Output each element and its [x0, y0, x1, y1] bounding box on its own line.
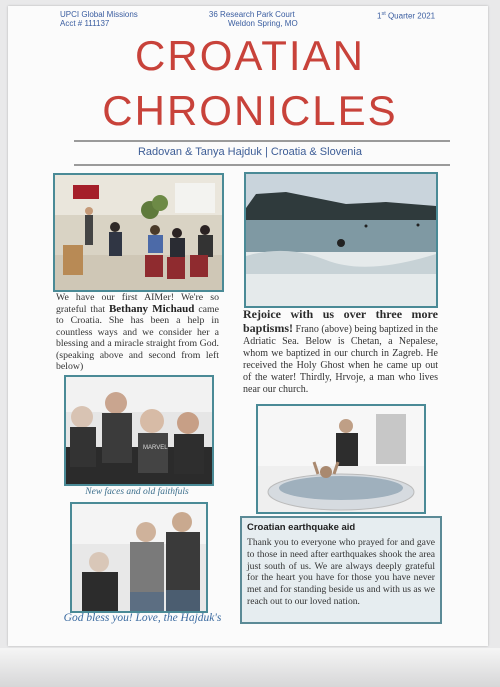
org-info	[60, 10, 138, 28]
group-photo-caption: New faces and old faithfuls	[85, 487, 189, 497]
t-shirt-print: MARVEL	[143, 445, 168, 451]
baptism-heading: Rejoice with us over three more baptisms!	[243, 307, 438, 335]
photo-sea-baptism	[244, 172, 438, 308]
aimer-name: Bethany Michaud	[108, 302, 195, 315]
title-line-2: CHRONICLES	[102, 87, 398, 134]
mailing-address	[206, 10, 298, 28]
signoff-text: God bless you! Love, the Hajduk's	[63, 612, 222, 624]
org-name: UPCI Global Missions	[60, 10, 138, 19]
aid-heading: Croatian earthquake aid	[247, 522, 356, 533]
baptism-paragraph: Rejoice with us over three more baptisms! Frano (above) being baptized in the Adriatic Sea. Below is Chetan, a Nepalese, whom we baptized in our church in Zagreb. He received the Holy Ghost when he came up out of the water! Thirdly, Hrvoje, a man who lives near our church.	[243, 307, 438, 395]
account-number: Acct # 111137	[60, 19, 110, 28]
masthead-subtitle: Radovan & Tanya Hajduk | Croatia & Slovenia	[137, 146, 362, 158]
photo-three-men	[70, 502, 208, 613]
photo-group-selfie	[64, 375, 214, 486]
page-fold-shadow	[0, 648, 500, 687]
title-line-1: CROATIAN	[135, 32, 365, 79]
masthead-rule-top	[74, 140, 450, 142]
masthead-rule-bottom	[74, 164, 450, 166]
aid-paragraph: Thank you to everyone who prayed for and gave to those in need after earthquakes shook the area just south of us. We are always deeply grateful for the heart you have for those you have never met and for standing beside us and with us as we reach out to our loved nation.	[247, 537, 435, 607]
photo-church-service	[53, 173, 224, 292]
intro-paragraph: We have our first AIMer! We're so grateful that Bethany Michaud came to Croatia. She has been a help in countless ways and we consider her a blessing and a miracle straight from God. (speaking above and second from left below)	[56, 292, 219, 372]
address-street: 36 Research Park Court	[208, 10, 295, 19]
address-city: Weldon Spring, MO	[228, 19, 298, 28]
photo-pool-baptism	[256, 404, 426, 514]
earthquake-aid-box	[240, 516, 442, 624]
issue-date: 1st Quarter 2021	[377, 11, 436, 21]
